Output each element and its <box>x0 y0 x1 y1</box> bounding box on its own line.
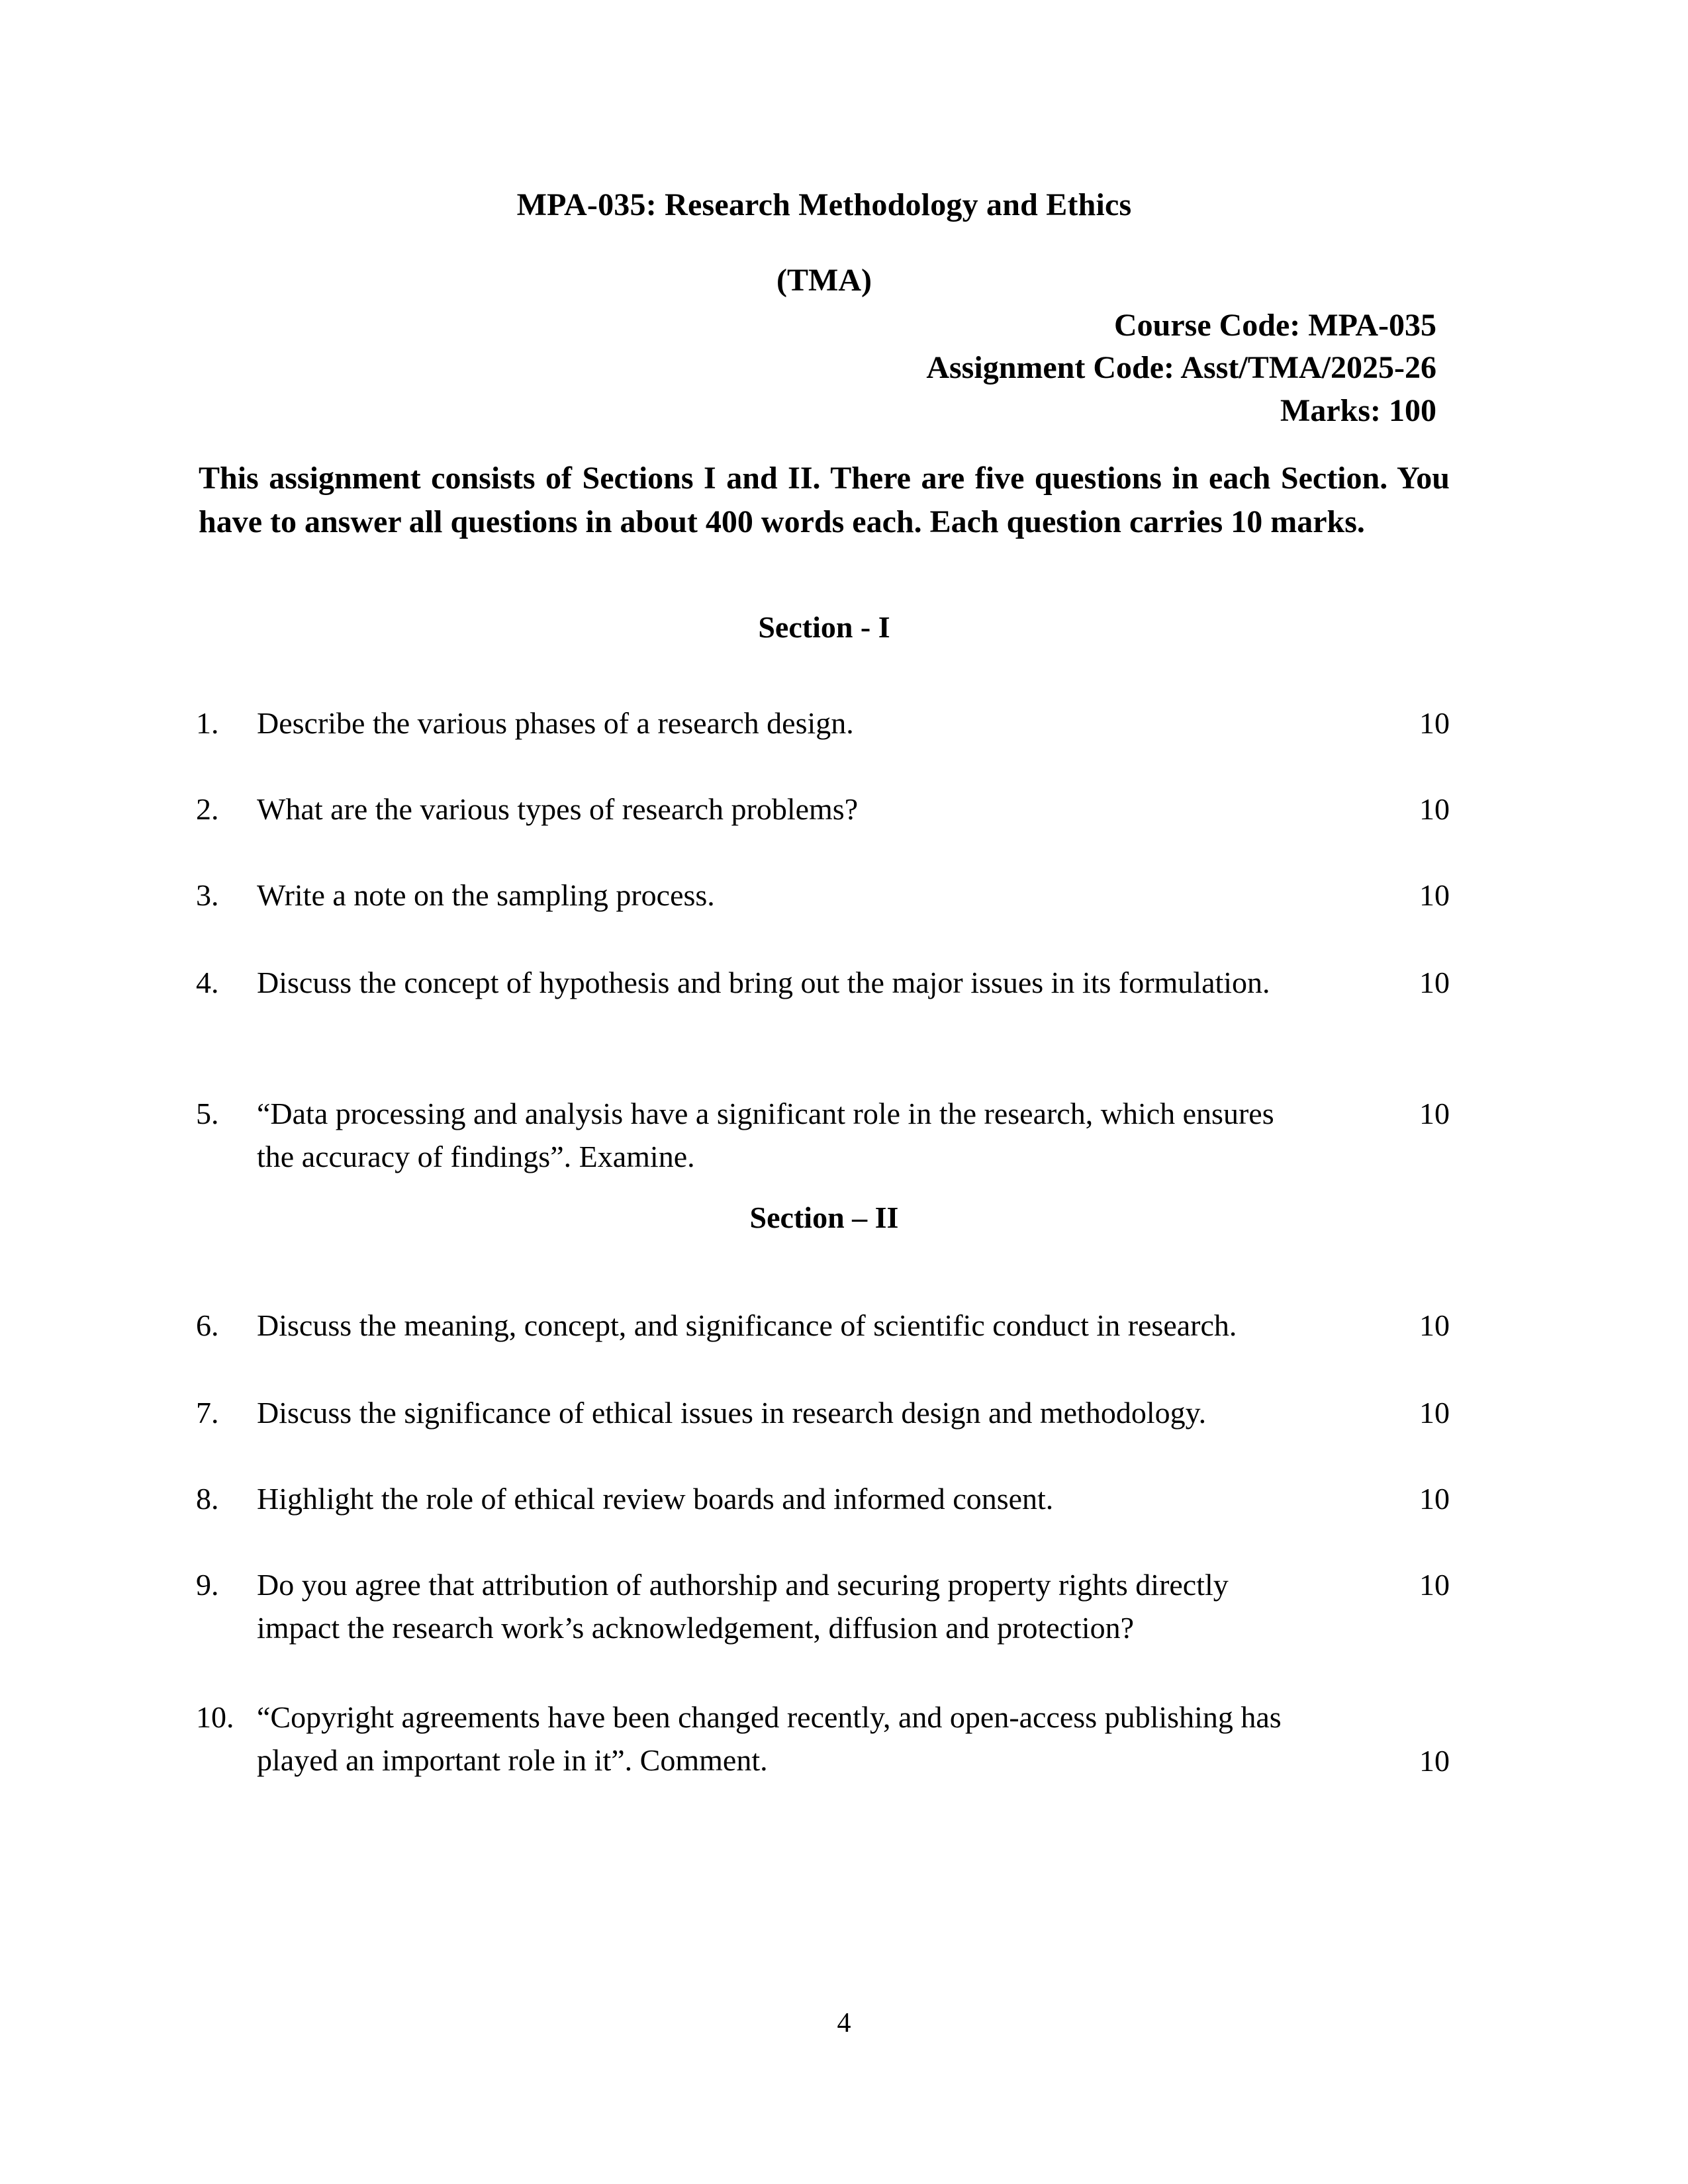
question-number: 3. <box>196 878 219 912</box>
question-number: 6. <box>196 1308 219 1342</box>
section-heading-1: Section - I <box>758 610 890 644</box>
question-number: 9. <box>196 1568 219 1602</box>
question-marks: 10 <box>1419 1482 1450 1516</box>
assignment-type-label: (TMA) <box>776 263 872 298</box>
question-text: What are the various types of research problems? <box>257 792 859 826</box>
question-text: Discuss the meaning, concept, and significance of scientific conduct in research. <box>257 1308 1237 1342</box>
question-number: 1. <box>196 706 219 740</box>
instructions-paragraph: This assignment consists of Sections I and II. There are five questions in each Section. You have to answer all questions in about 400 words each. Each question carries 10 marks. <box>199 461 1450 539</box>
question-text: Discuss the concept of hypothesis and bring out the major issues in its formulation. <box>257 966 1270 999</box>
assignment-code-label: Assignment Code: Asst/TMA/2025-26 <box>926 350 1436 386</box>
page-number: 4 <box>837 2008 851 2038</box>
question-marks: 10 <box>1419 966 1450 999</box>
question-marks: 10 <box>1419 792 1450 826</box>
question-marks: 10 <box>1419 1097 1450 1130</box>
question-marks: 10 <box>1419 1744 1450 1778</box>
question-text: Highlight the role of ethical review boards and informed consent. <box>257 1482 1054 1516</box>
question-number: 7. <box>196 1396 219 1430</box>
question-marks: 10 <box>1419 1396 1450 1430</box>
assignment-meta-block <box>510 304 1436 432</box>
total-marks-label: Marks: 100 <box>1280 392 1436 428</box>
question-text: Write a note on the sampling process. <box>257 878 715 912</box>
question-marks: 10 <box>1419 706 1450 740</box>
question-text: “Data processing and analysis have a significant role in the research, which ensures the accuracy of findings”. Examine. <box>257 1097 1274 1174</box>
question-text: Describe the various phases of a research design. <box>257 706 854 740</box>
question-marks: 10 <box>1419 878 1450 912</box>
question-number: 10. <box>196 1700 234 1734</box>
question-number: 5. <box>196 1097 219 1130</box>
question-number: 8. <box>196 1482 219 1516</box>
question-marks: 10 <box>1419 1568 1450 1602</box>
question-text: “Copyright agreements have been changed recently, and open-access publishing has played an important role in it”. Comment. <box>257 1700 1282 1778</box>
question-text: Discuss the significance of ethical issues in research design and methodology. <box>257 1396 1207 1430</box>
question-number: 2. <box>196 792 219 826</box>
question-number: 4. <box>196 966 219 999</box>
page-title: MPA-035: Research Methodology and Ethics <box>516 187 1132 222</box>
section-heading-2: Section – II <box>749 1201 899 1234</box>
question-marks: 10 <box>1419 1308 1450 1342</box>
course-code-label: Course Code: MPA-035 <box>1113 308 1436 343</box>
question-text: Do you agree that attribution of authorship and securing property rights directly impact the research work’s acknowledgement, diffusion and protection? <box>257 1568 1229 1645</box>
